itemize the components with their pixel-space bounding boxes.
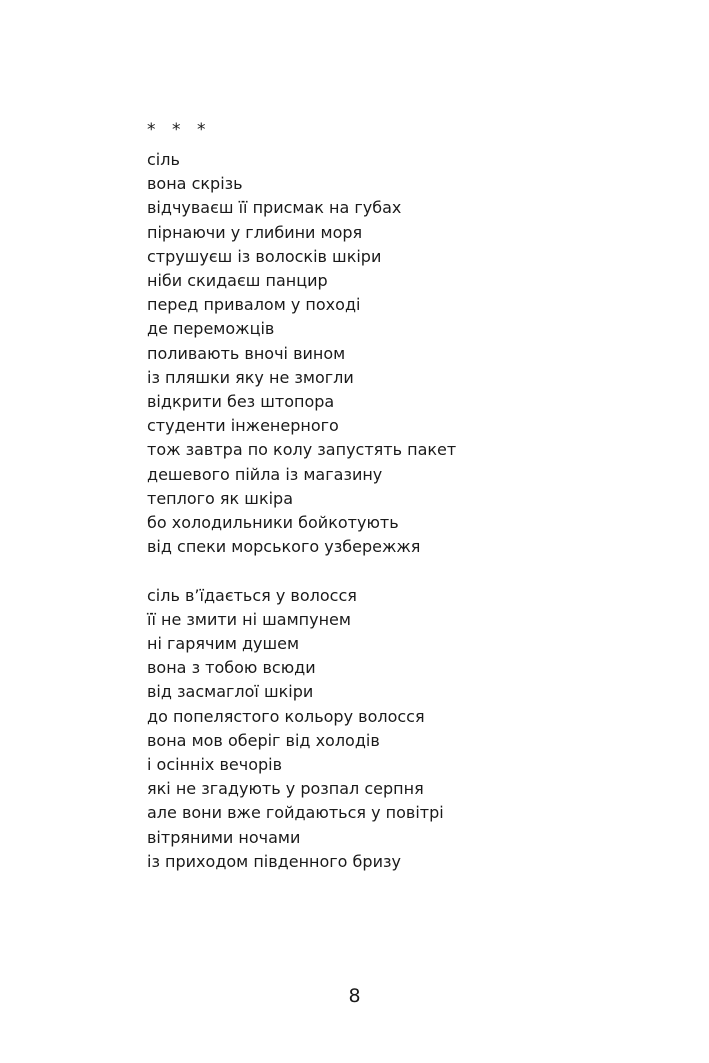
asterisk: * [197, 120, 206, 140]
poem-line: із приходом південного бризу [147, 851, 401, 871]
poem-line: до попелястого кольору волосся [147, 706, 425, 726]
poem-line: дешевого пійла із магазину [147, 464, 383, 484]
stanza-1 [147, 148, 667, 559]
stanza-2 [147, 584, 667, 874]
poem-line: але вони вже гойдаються у повітрі [147, 803, 444, 823]
section-separator [147, 118, 667, 148]
poem [147, 118, 667, 874]
poem-line: відкрити без штопора [147, 392, 335, 412]
poem-line: сіль в’їдається у волосся [147, 585, 357, 605]
poem-line: струшуєш із волосків шкіри [147, 246, 382, 266]
poem-line: із пляшки яку не змогли [147, 367, 354, 387]
poem-line: її не змити ні шампунем [147, 609, 351, 629]
poem-line: теплого як шкіра [147, 488, 294, 508]
poem-line: вона скрізь [147, 174, 243, 194]
poem-line: сіль [147, 150, 180, 169]
poem-line: які не згадують у розпал серпня [147, 779, 424, 799]
poem-line: де переможців [147, 319, 275, 339]
poem-line: вітряними ночами [147, 827, 301, 847]
poem-line: студенти інженерного [147, 416, 339, 436]
poem-line: від засмаглої шкіри [147, 682, 314, 702]
poem-line: поливають вночі вином [147, 343, 346, 363]
poem-line: відчуваєш її присмак на губах [147, 198, 402, 218]
poem-line: тож завтра по колу запустять пакет [147, 440, 457, 460]
asterisk: * [172, 120, 181, 140]
poem-line: вона з тобою всюди [147, 658, 316, 678]
poem-line: ні гарячим душем [147, 634, 300, 654]
page-number: 8 [348, 985, 361, 1007]
poem-line: бо холодильники бойкотують [147, 513, 399, 533]
poem-line: перед привалом у поході [147, 295, 361, 315]
poem-line: ніби скидаєш панцир [147, 271, 328, 291]
poem-line: вона мов оберіг від холодів [147, 730, 380, 750]
asterisk: * [147, 120, 156, 140]
poem-line: від спеки морського узбережжя [147, 537, 421, 557]
poem-line: і осінніх вечорів [147, 755, 283, 775]
poem-line: пірнаючи у глибини моря [147, 222, 363, 242]
